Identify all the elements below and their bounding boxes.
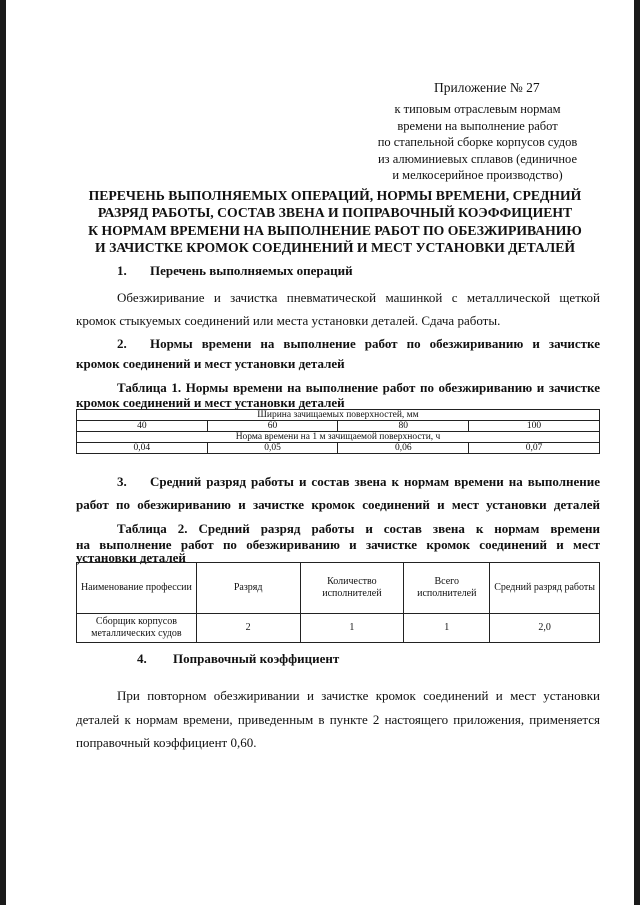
column-header-count: Количество исполнителей xyxy=(300,563,404,614)
table-cell-width: 60 xyxy=(207,421,338,432)
table-cell-width: 80 xyxy=(338,421,469,432)
scan-edge-right xyxy=(634,0,640,905)
section-4-text-line: поправочный коэффициент 0,60. xyxy=(76,735,257,750)
section-2-title-line: кромок соединений и мест установки деталей xyxy=(76,356,345,371)
title-line: РАЗРЯД РАБОТЫ, СОСТАВ ЗВЕНА И ПОПРАВОЧНЫЙ КОЭФФИЦИЕНТ xyxy=(97,205,573,221)
appendix-line: и мелкосерийное производство) xyxy=(392,168,563,183)
table-cell-total: 1 xyxy=(404,614,490,643)
section-4-text-line: деталей к нормам времени, приведенным в пункте 2 настоящего приложения, применяется xyxy=(76,712,600,727)
table-1-caption-line: кромок соединений и мест установки деталей xyxy=(76,395,345,410)
section-2-title-line: Нормы времени на выполнение работ по обезжириванию и зачистке xyxy=(150,336,600,351)
table-1-subheader: Норма времени на 1 м зачищаемой поверхности, ч xyxy=(77,432,600,443)
column-header-grade: Разряд xyxy=(196,563,300,614)
column-header-profession: Наименование профессии xyxy=(77,563,197,614)
section-2-number: 2. xyxy=(117,336,127,351)
appendix-line: из алюминиевых сплавов (единичное xyxy=(377,151,578,166)
norms-table xyxy=(76,409,600,454)
table-2-caption-line: установки деталей xyxy=(76,550,186,565)
column-header-avg-grade: Средний разряд работы xyxy=(490,563,600,614)
section-1-number: 1. xyxy=(117,263,127,278)
column-header-total: Всего исполнителей xyxy=(404,563,490,614)
table-cell-count: 1 xyxy=(300,614,404,643)
table-cell-avg-grade: 2,0 xyxy=(490,614,600,643)
section-1-text-line: кромок стыкуемых соединений или места установки деталей. Сдача работы. xyxy=(76,313,501,328)
table-cell-grade: 2 xyxy=(196,614,300,643)
crew-table xyxy=(76,562,600,643)
section-1-text-line: Обезжиривание и зачистка пневматической машинкой с металлической щеткой xyxy=(117,290,600,305)
appendix-subtitle xyxy=(355,101,600,184)
table-1-header: Ширина зачищаемых поверхностей, мм xyxy=(77,410,600,421)
appendix-line: к типовым отраслевым нормам xyxy=(394,102,561,116)
table-cell-norm: 0,07 xyxy=(469,443,600,454)
section-3-number: 3. xyxy=(117,474,127,489)
table-1-caption-line: Таблица 1. Нормы времени на выполнение работ по обезжириванию и зачистке xyxy=(117,380,600,395)
appendix-line: времени на выполнение работ xyxy=(397,118,558,133)
table-cell-profession: Сборщик корпусов металлических судов xyxy=(77,614,197,643)
table-2-caption-line: Таблица 2. Средний разряд работы и состав звена к нормам времени xyxy=(117,521,600,536)
section-4-text-line: При повторном обезжиривании и зачистке кромок соединений и мест установки xyxy=(117,688,600,703)
table-cell-norm: 0,06 xyxy=(338,443,469,454)
table-cell-width: 100 xyxy=(469,421,600,432)
scan-edge-left xyxy=(0,0,6,905)
table-cell-width: 40 xyxy=(77,421,208,432)
section-3-title-line: Средний разряд работы и состав звена к нормам времени на выполнение xyxy=(150,474,600,489)
appendix-title: Приложение № 27 xyxy=(434,80,540,95)
section-3-title-line: работ по обезжириванию и зачистке кромок соединений и мест установки деталей xyxy=(76,497,600,512)
section-1-title: Перечень выполняемых операций xyxy=(150,263,353,278)
title-line: И ЗАЧИСТКЕ КРОМОК СОЕДИНЕНИЙ И МЕСТ УСТАНОВКИ ДЕТАЛЕЙ xyxy=(95,239,575,255)
title-line: К НОРМАМ ВРЕМЕНИ НА ВЫПОЛНЕНИЕ РАБОТ ПО ОБЕЗЖИРИВАНИЮ xyxy=(88,222,582,238)
table-cell-norm: 0,04 xyxy=(77,443,208,454)
table-2-caption-line: на выполнение работ по обезжириванию и зачистке кромок соединений и мест xyxy=(76,537,600,552)
title-line: ПЕРЕЧЕНЬ ВЫПОЛНЯЕМЫХ ОПЕРАЦИЙ, НОРМЫ ВРЕМЕНИ, СРЕДНИЙ xyxy=(88,188,582,203)
section-4-number: 4. xyxy=(137,651,147,666)
section-4-title: Поправочный коэффициент xyxy=(173,651,340,666)
document-title xyxy=(70,187,600,256)
table-cell-norm: 0,05 xyxy=(207,443,338,454)
appendix-line: по стапельной сборке корпусов судов xyxy=(377,135,578,150)
